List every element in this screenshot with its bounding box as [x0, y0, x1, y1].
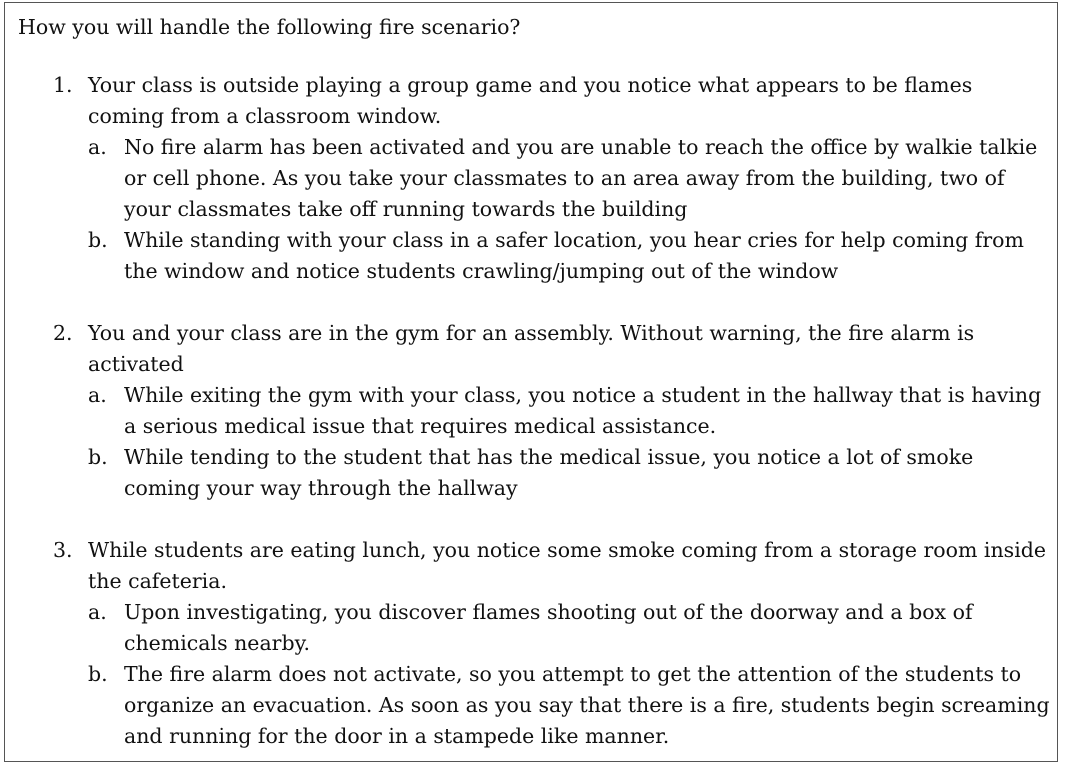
sub-scenario-3b	[88, 659, 1054, 752]
scenario-2	[14, 318, 1054, 504]
sub-scenario-letter: b.	[88, 228, 108, 252]
document-content	[14, 12, 1054, 752]
scenario-number: 3.	[53, 538, 73, 562]
sub-scenario-text: No fire alarm has been activated and you are unable to reach the office by walkie talkie or cell phone. As you take your classmates to an area away from the building, two of your classmates take off running towards the building	[124, 135, 1038, 221]
sub-scenario-letter: a.	[88, 135, 107, 159]
scenario-3	[14, 535, 1054, 752]
scenario-number: 2.	[53, 321, 73, 345]
scenario-text: While students are eating lunch, you notice some smoke coming from a storage room inside the cafeteria.	[88, 538, 1047, 593]
sub-scenario-list	[88, 380, 1054, 504]
scenario-1	[14, 70, 1054, 287]
scenario-text: You and your class are in the gym for an assembly. Without warning, the fire alarm is activated	[88, 321, 975, 376]
sub-scenario-list	[88, 132, 1054, 287]
sub-scenario-letter: a.	[88, 383, 107, 407]
sub-scenario-text: While tending to the student that has the medical issue, you notice a lot of smoke coming your way through the hallway	[124, 445, 974, 500]
sub-scenario-3a	[88, 597, 1054, 659]
document-frame	[4, 2, 1058, 762]
scenario-number: 1.	[53, 73, 73, 97]
sub-scenario-text: Upon investigating, you discover flames shooting out of the doorway and a box of chemicals nearby.	[124, 600, 973, 655]
sub-scenario-1b	[88, 225, 1054, 287]
scenario-list	[14, 70, 1054, 752]
sub-scenario-text: While standing with your class in a safer location, you hear cries for help coming from the window and notice students crawling/jumping out of the window	[124, 228, 1024, 283]
scenario-text: Your class is outside playing a group game and you notice what appears to be flames coming from a classroom window.	[88, 73, 973, 128]
question-heading: How you will handle the following fire scenario?	[18, 15, 521, 39]
sub-scenario-2a	[88, 380, 1054, 442]
sub-scenario-2b	[88, 442, 1054, 504]
sub-scenario-list	[88, 597, 1054, 752]
sub-scenario-letter: b.	[88, 662, 108, 686]
sub-scenario-letter: b.	[88, 445, 108, 469]
sub-scenario-text: While exiting the gym with your class, you notice a student in the hallway that is having a serious medical issue that requires medical assistance.	[124, 383, 1042, 438]
sub-scenario-letter: a.	[88, 600, 107, 624]
sub-scenario-1a	[88, 132, 1054, 225]
sub-scenario-text: The fire alarm does not activate, so you attempt to get the attention of the students to organize an evacuation. As soon as you say that there is a fire, students begin screaming and running for the door in a stampede like manner.	[124, 662, 1050, 748]
